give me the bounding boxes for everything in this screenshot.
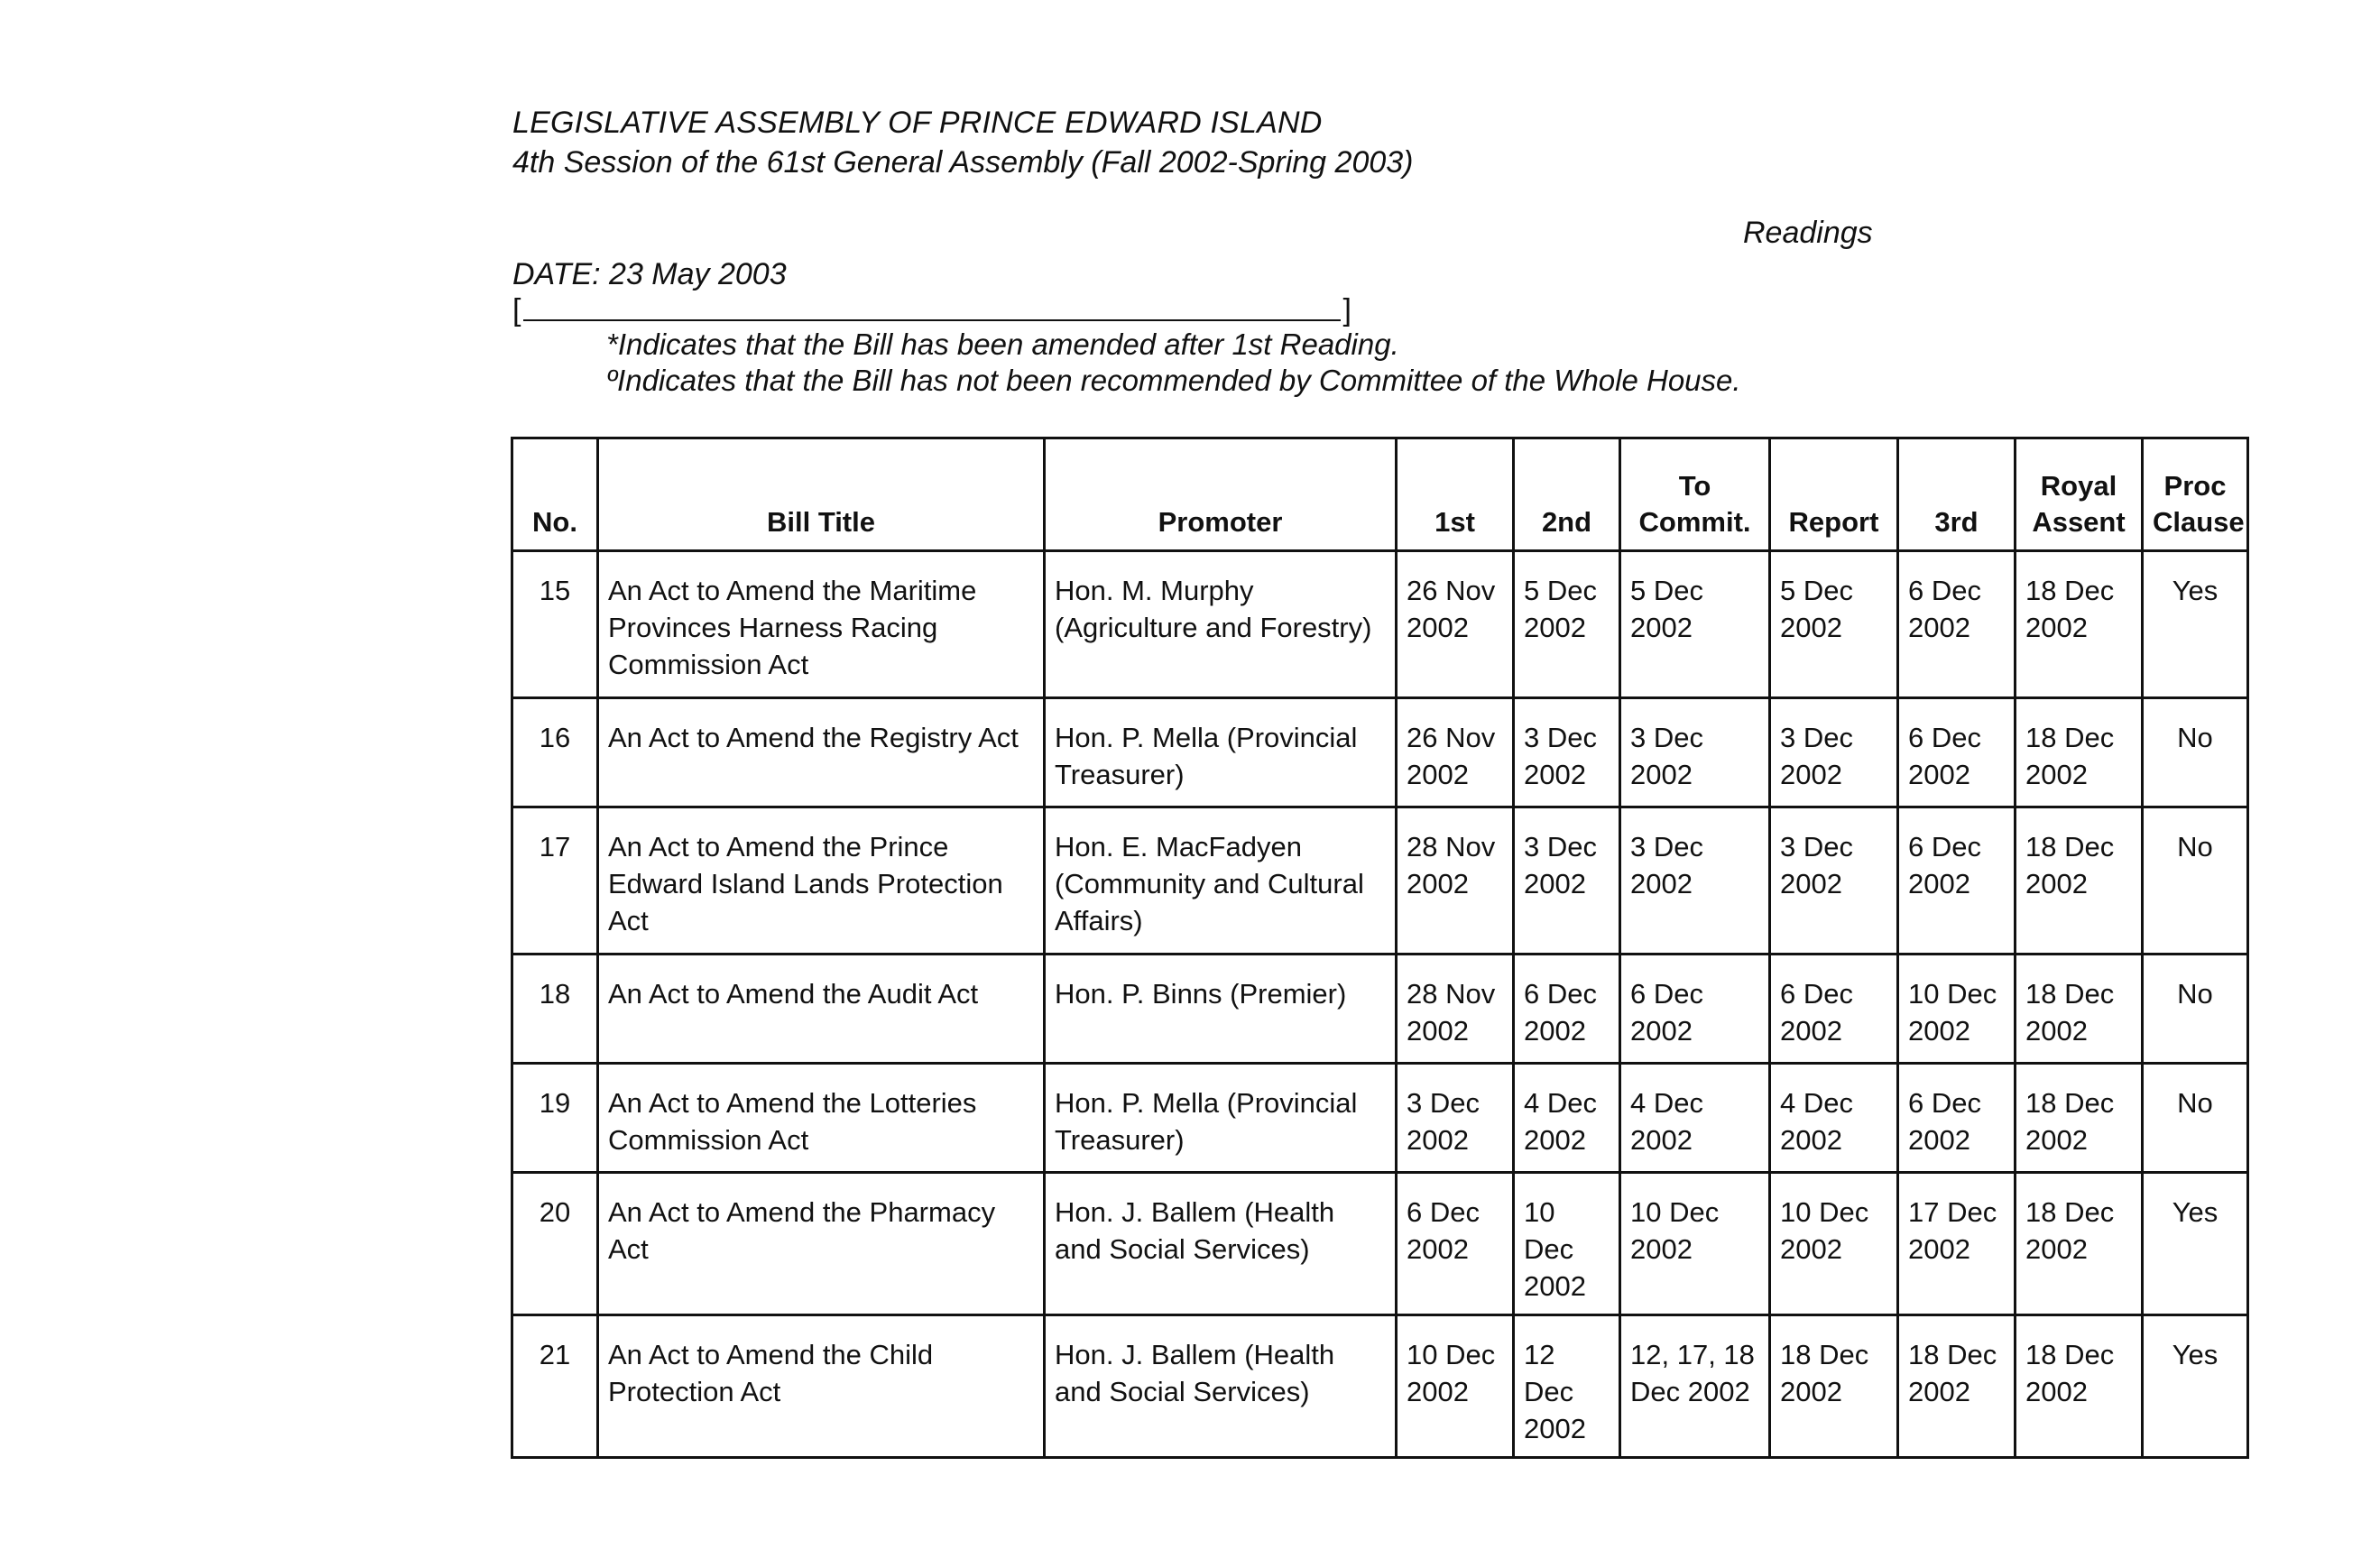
cell-promoter: Hon. M. Murphy (Agriculture and Forestry) bbox=[1045, 551, 1397, 698]
cell-no: 17 bbox=[512, 807, 598, 955]
cell-first: 28 Nov 2002 bbox=[1397, 807, 1514, 955]
cell-promoter: Hon. E. MacFadyen (Community and Cultural Affairs) bbox=[1045, 807, 1397, 955]
cell-third: 10 Dec 2002 bbox=[1898, 955, 2016, 1064]
cell-report: 3 Dec 2002 bbox=[1770, 807, 1898, 955]
cell-third: 17 Dec 2002 bbox=[1898, 1173, 2016, 1315]
bracket-right: ] bbox=[1342, 293, 1351, 327]
cell-bill-title: An Act to Amend the Prince Edward Island Lands Protection Act bbox=[598, 807, 1045, 955]
cell-third: 18 Dec 2002 bbox=[1898, 1315, 2016, 1458]
cell-second: 10 Dec 2002 bbox=[1514, 1173, 1620, 1315]
cell-bill-title: An Act to Amend the Child Protection Act bbox=[598, 1315, 1045, 1458]
col-header-to-commit: To Commit. bbox=[1620, 438, 1770, 551]
cell-report: 3 Dec 2002 bbox=[1770, 698, 1898, 807]
cell-to-commit: 6 Dec 2002 bbox=[1620, 955, 1770, 1064]
bracket-left: [ bbox=[512, 293, 521, 327]
table-row bbox=[512, 698, 2248, 807]
cell-royal-assent: 18 Dec 2002 bbox=[2016, 1064, 2143, 1173]
cell-first: 3 Dec 2002 bbox=[1397, 1064, 1514, 1173]
cell-second: 3 Dec 2002 bbox=[1514, 807, 1620, 955]
cell-third: 6 Dec 2002 bbox=[1898, 551, 2016, 698]
cell-to-commit: 3 Dec 2002 bbox=[1620, 698, 1770, 807]
cell-royal-assent: 18 Dec 2002 bbox=[2016, 551, 2143, 698]
cell-second: 4 Dec 2002 bbox=[1514, 1064, 1620, 1173]
cell-report: 6 Dec 2002 bbox=[1770, 955, 1898, 1064]
cell-first: 26 Nov 2002 bbox=[1397, 551, 1514, 698]
col-header-promoter: Promoter bbox=[1045, 438, 1397, 551]
cell-first: 28 Nov 2002 bbox=[1397, 955, 1514, 1064]
cell-second: 5 Dec 2002 bbox=[1514, 551, 1620, 698]
cell-royal-assent: 18 Dec 2002 bbox=[2016, 1315, 2143, 1458]
cell-report: 18 Dec 2002 bbox=[1770, 1315, 1898, 1458]
blank-bracket-line bbox=[512, 293, 1351, 327]
cell-promoter: Hon. P. Binns (Premier) bbox=[1045, 955, 1397, 1064]
bills-table bbox=[511, 437, 2249, 1459]
col-header-royal-assent: Royal Assent bbox=[2016, 438, 2143, 551]
cell-bill-title: An Act to Amend the Registry Act bbox=[598, 698, 1045, 807]
cell-bill-title: An Act to Amend the Pharmacy Act bbox=[598, 1173, 1045, 1315]
cell-no: 16 bbox=[512, 698, 598, 807]
note-amended: *Indicates that the Bill has been amended after 1st Reading. bbox=[606, 327, 1399, 361]
table-row bbox=[512, 1173, 2248, 1315]
cell-royal-assent: 18 Dec 2002 bbox=[2016, 1173, 2143, 1315]
cell-third: 6 Dec 2002 bbox=[1898, 698, 2016, 807]
cell-promoter: Hon. P. Mella (Provincial Treasurer) bbox=[1045, 698, 1397, 807]
table-row bbox=[512, 955, 2248, 1064]
cell-bill-title: An Act to Amend the Lotteries Commission Act bbox=[598, 1064, 1045, 1173]
cell-royal-assent: 18 Dec 2002 bbox=[2016, 698, 2143, 807]
cell-report: 5 Dec 2002 bbox=[1770, 551, 1898, 698]
cell-to-commit: 5 Dec 2002 bbox=[1620, 551, 1770, 698]
cell-proc-clause: No bbox=[2143, 807, 2248, 955]
document-date: DATE: 23 May 2003 bbox=[512, 257, 787, 291]
session-subtitle: 4th Session of the 61st General Assembly (Fall 2002-Spring 2003) bbox=[512, 145, 1414, 180]
assembly-title: LEGISLATIVE ASSEMBLY OF PRINCE EDWARD ISLAND bbox=[512, 106, 1323, 140]
cell-promoter: Hon. P. Mella (Provincial Treasurer) bbox=[1045, 1064, 1397, 1173]
cell-first: 10 Dec 2002 bbox=[1397, 1315, 1514, 1458]
col-header-third: 3rd bbox=[1898, 438, 2016, 551]
col-header-bill-title: Bill Title bbox=[598, 438, 1045, 551]
cell-to-commit: 3 Dec 2002 bbox=[1620, 807, 1770, 955]
cell-proc-clause: Yes bbox=[2143, 1173, 2248, 1315]
cell-second: 6 Dec 2002 bbox=[1514, 955, 1620, 1064]
col-header-report: Report bbox=[1770, 438, 1898, 551]
cell-third: 6 Dec 2002 bbox=[1898, 807, 2016, 955]
table-row bbox=[512, 1315, 2248, 1458]
cell-to-commit: 12, 17, 18 Dec 2002 bbox=[1620, 1315, 1770, 1458]
cell-proc-clause: No bbox=[2143, 1064, 2248, 1173]
cell-no: 19 bbox=[512, 1064, 598, 1173]
cell-report: 10 Dec 2002 bbox=[1770, 1173, 1898, 1315]
cell-no: 15 bbox=[512, 551, 598, 698]
cell-first: 26 Nov 2002 bbox=[1397, 698, 1514, 807]
cell-proc-clause: Yes bbox=[2143, 1315, 2248, 1458]
cell-bill-title: An Act to Amend the Audit Act bbox=[598, 955, 1045, 1064]
readings-label: Readings bbox=[1743, 216, 1873, 250]
cell-promoter: Hon. J. Ballem (Health and Social Services) bbox=[1045, 1315, 1397, 1458]
col-header-first: 1st bbox=[1397, 438, 1514, 551]
cell-second: 12 Dec 2002 bbox=[1514, 1315, 1620, 1458]
col-header-proc-clause: Proc Clause bbox=[2143, 438, 2248, 551]
cell-third: 6 Dec 2002 bbox=[1898, 1064, 2016, 1173]
note-not-recommended: ºIndicates that the Bill has not been recommended by Committee of the Whole House. bbox=[606, 364, 1741, 397]
cell-second: 3 Dec 2002 bbox=[1514, 698, 1620, 807]
blank-rule bbox=[523, 319, 1341, 321]
cell-to-commit: 10 Dec 2002 bbox=[1620, 1173, 1770, 1315]
cell-to-commit: 4 Dec 2002 bbox=[1620, 1064, 1770, 1173]
cell-proc-clause: Yes bbox=[2143, 551, 2248, 698]
table-row bbox=[512, 807, 2248, 955]
cell-no: 20 bbox=[512, 1173, 598, 1315]
cell-promoter: Hon. J. Ballem (Health and Social Services) bbox=[1045, 1173, 1397, 1315]
cell-proc-clause: No bbox=[2143, 698, 2248, 807]
cell-bill-title: An Act to Amend the Maritime Provinces Harness Racing Commission Act bbox=[598, 551, 1045, 698]
cell-proc-clause: No bbox=[2143, 955, 2248, 1064]
table-row bbox=[512, 551, 2248, 698]
cell-royal-assent: 18 Dec 2002 bbox=[2016, 955, 2143, 1064]
cell-no: 18 bbox=[512, 955, 598, 1064]
cell-first: 6 Dec 2002 bbox=[1397, 1173, 1514, 1315]
table-header-row bbox=[512, 438, 2248, 551]
col-header-second: 2nd bbox=[1514, 438, 1620, 551]
cell-report: 4 Dec 2002 bbox=[1770, 1064, 1898, 1173]
table-row bbox=[512, 1064, 2248, 1173]
cell-no: 21 bbox=[512, 1315, 598, 1458]
col-header-no: No. bbox=[512, 438, 598, 551]
cell-royal-assent: 18 Dec 2002 bbox=[2016, 807, 2143, 955]
